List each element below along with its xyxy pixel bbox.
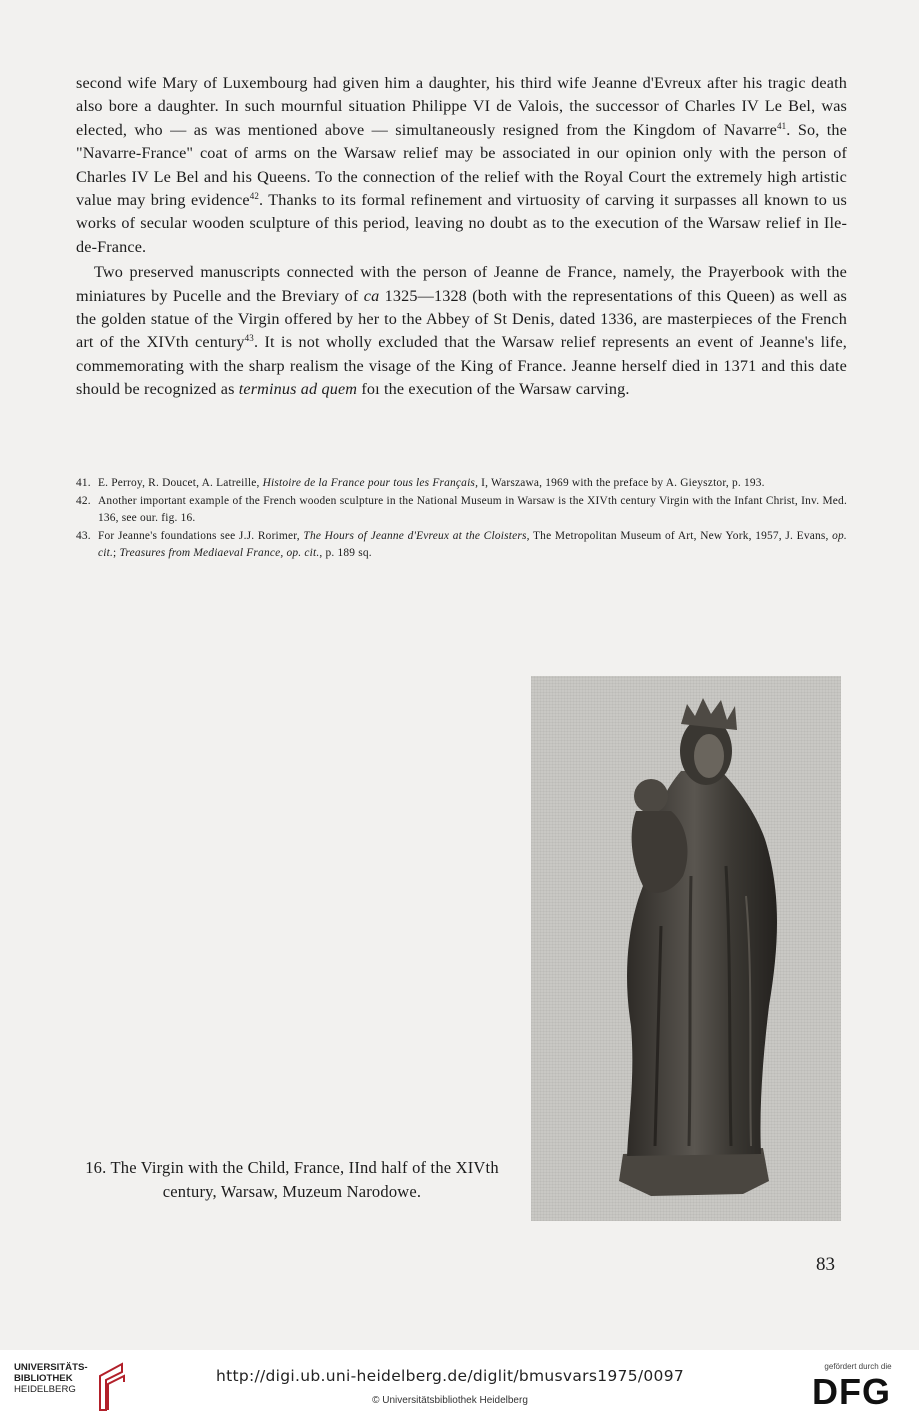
university-library-logo[interactable]	[14, 1362, 134, 1412]
sculpture-illustration	[531, 676, 841, 1221]
paragraph-1: second wife Mary of Luxembourg had given him a daughter, his third wife Jeanne d'Evreux after his tragic death also bore a daughter. In such mournful situation Philippe VI de Valois, the successor of Charles IV Le Bel, was elected, who — as was mentioned above — simultaneously resigned from the Kingdom of Navarre$^{41}$. So, the "Navarre-France" coat of arms on the Warsaw relief may be associated in our opinion only with the person of Charles IV Le Bel and his Queens. To the connection of the relief with the Royal Court the extremely high artistic value may bring evidence$^{42}$. Thanks to its formal refinement and virtuosity of carving it surpasses all known to us works of secular wooden sculpture of this period, leaving no doubt as to the execution of the Warsaw relief in Ile-de-France.	[76, 74, 847, 256]
page-number: 83	[816, 1254, 835, 1275]
figure-photo-virgin-with-child	[531, 676, 841, 1221]
library-name: UNIVERSITÄTS- BIBLIOTHEK HEIDELBERG	[14, 1362, 88, 1395]
permalink-url[interactable]: http://digi.ub.uni-heidelberg.de/diglit/bmusvars1975/0097	[215, 1367, 685, 1385]
figure-caption: 16. The Virgin with the Child, France, IInd half of the XIVth century, Warsaw, Muzeum Narodowe.	[85, 1158, 499, 1201]
copyright-notice: © Universitätsbibliothek Heidelberg	[372, 1395, 528, 1406]
dfg-logo[interactable]: DFG	[812, 1371, 891, 1412]
footnote-ref-41: 41	[776, 120, 787, 131]
funder-label: gefördert durch die	[824, 1362, 892, 1371]
paragraph-2: Two preserved manuscripts connected with the person of Jeanne de France, namely, the Prayerbook with the miniatures by Pucelle and the Breviary of ca 1325—1328 (both with the representations of this Queen) as well as the golden statue of the Virgin offered by her to the Abbey of St Denis, dated 1336, are masterpieces of the French art of the XIVth century$^{43}$. It is not wholly excluded that the Warsaw relief represents an event of Jeanne's life, commemorating with the sharp realism the visage of the King of France. Jeanne herself died in 1371 and this date should be recognized as terminus ad quem foı the execution of the Warsaw carving.	[76, 263, 847, 399]
viewer-footer	[0, 1350, 919, 1418]
footnote-ref-42: 42	[249, 191, 260, 202]
body-text	[76, 72, 847, 402]
library-emblem-icon	[94, 1362, 128, 1412]
footnotes	[76, 475, 847, 563]
footnote-43: 43. For Jeanne's foundations see J.J. Rorimer, The Hours of Jeanne d'Evreux at the Cloisters, The Metropolitan Museum of Art, New York, 1957, J. Evans, op. cit.; Treasures from Mediaeval France, op. cit., p. 189 sq.	[76, 529, 847, 560]
footnote-ref-43: 43	[244, 333, 254, 344]
footnote-42: 42. Another important example of the French wooden sculpture in the National Museum in Warsaw is the XIVth century Virgin with the Infant Christ, Inv. Med. 136, see our. fig. 16.	[76, 494, 847, 525]
footnote-41: 41. E. Perroy, R. Doucet, A. Latreille, Histoire de la France pour tous les Français, I, Warszawa, 1969 with the preface by A. Gieysztor, p. 193.	[76, 477, 765, 489]
